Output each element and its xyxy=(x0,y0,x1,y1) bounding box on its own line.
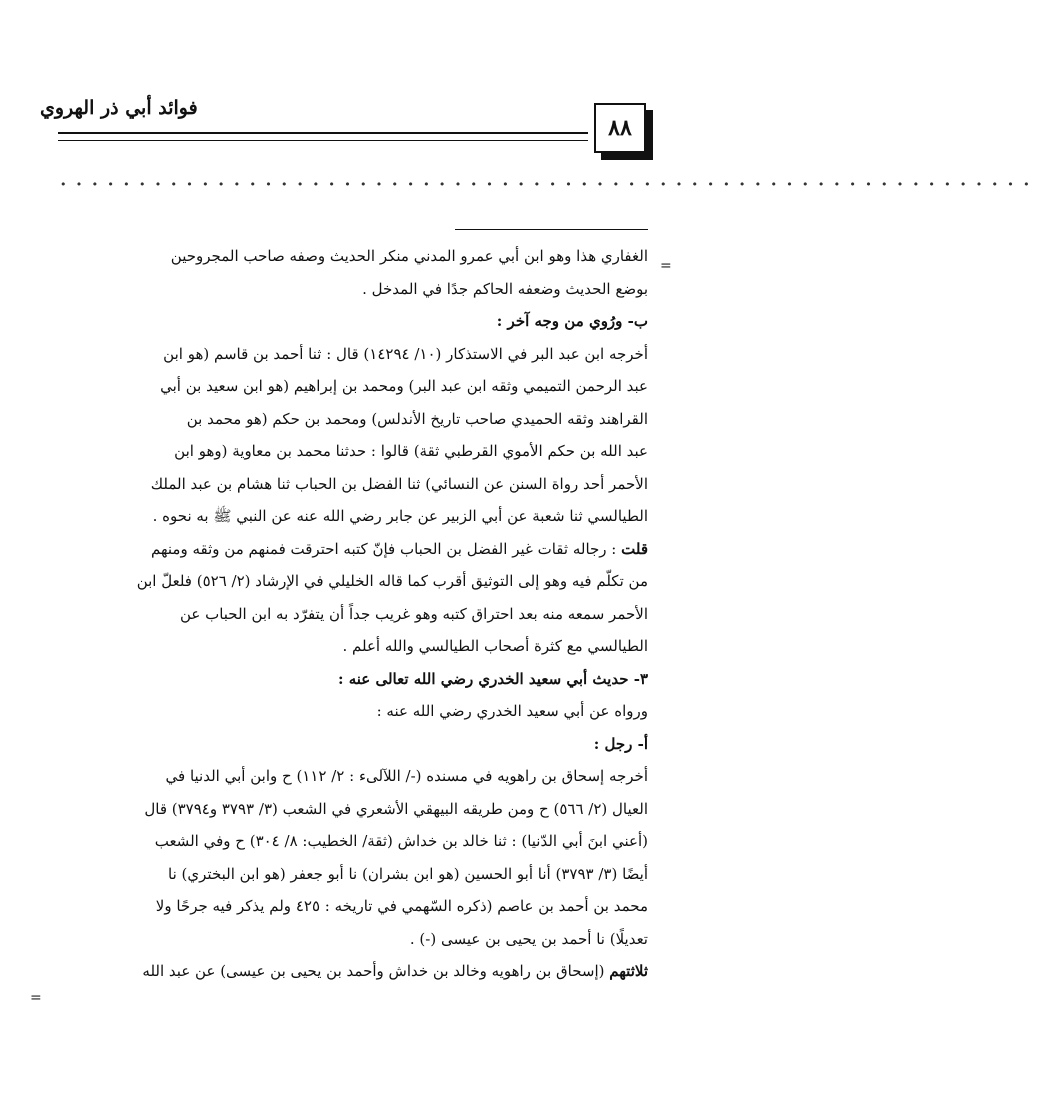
text-line: أخرجه ابن عبد البر في الاستذكار (١٠/ ١٤٢٩٤) قال : ثنا أحمد بن قاسم (هو ابن xyxy=(163,344,648,363)
note-text: : رجاله ثقات غير الفضل بن الحباب فإنّ كتبه احترقت فمنهم من وثقه ومنهم xyxy=(150,539,622,558)
text-line: عبد الله بن حكم الأموي القرطبي ثقة) قالوا : حدثنا محمد بن معاوية (وهو ابن xyxy=(174,442,648,460)
continuation-mark-top: = xyxy=(660,258,672,274)
text-line: العيال (٢/ ٥٦٦) ح ومن طريقه البيهقي الأشعري في الشعب (٣/ ٣٧٩٣ و٣٧٩٤) قال xyxy=(144,799,648,818)
text-line: محمد بن أحمد بن عاصم (ذكره السّهمي في تاريخه : ٤٢٥ ولم يذكر فيه جرحًا ولا xyxy=(155,897,648,915)
text-line: الطيالسي ثنا شعبة عن أبي الزبير عن جابر رضي الله عنه عن النبي ﷺ به نحوه . xyxy=(152,507,648,525)
text-line: ب- ورُوي من وجه آخر : xyxy=(496,312,648,330)
continuation-mark-bottom: = xyxy=(30,990,42,1006)
text-line xyxy=(56,533,648,566)
text-line: عبد الرحمن التميمي وثقه ابن عبد البر) ومحمد بن إبراهيم (هو ابن سعيد بن أبي xyxy=(160,377,648,395)
text-line: أخرجه إسحاق بن راهويه في مسنده (-/ اللآلىء : ٢/ ١١٢) ح وابن أبي الدنيا في xyxy=(165,767,648,785)
section-heading xyxy=(56,663,648,696)
text-line: أيضًا (٣/ ٣٧٩٣) أنا أبو الحسين (هو ابن بشران) نا أبو جعفر (هو ابن البختري) نا xyxy=(168,864,648,883)
text-line xyxy=(56,955,648,988)
note-keyword: قلت xyxy=(621,539,648,558)
book-title: فوائد أبي ذر الهروي xyxy=(40,97,198,119)
text-line: الأحمر أحد رواة السنن عن النسائي) ثنا الفضل بن الحباب ثنا هشام بن عبد الملك xyxy=(150,474,648,493)
text-line: أ- رجل : xyxy=(593,734,648,753)
page-number: ٨٨ xyxy=(594,103,646,153)
note-keyword: ثلاثتهم xyxy=(609,962,648,980)
footnote-rule xyxy=(455,229,648,230)
text-line: ورواه عن أبي سعيد الخدري رضي الله عنه : xyxy=(376,702,648,720)
text-line: بوضع الحديث وضعفه الحاكم جدًا في المدخل . xyxy=(362,279,648,298)
text-line: تعديلًا) نا أحمد بن يحيى بن عيسى (-) . xyxy=(409,929,648,948)
text-line: الأحمر سمعه منه بعد احتراق كتبه وهو غريب جداً أن يتفرّد به ابن الحباب عن xyxy=(179,604,648,623)
header-rule xyxy=(58,132,588,141)
text-line: القراهند وثقه الحميدي صاحب تاريخ الأندلس) ومحمد بن حكم (هو محمد بن xyxy=(186,409,648,428)
body-text xyxy=(56,240,648,988)
text-line: (أعني ابنَ أبي الدّنيا) : ثنا خالد بن خداش (ثقة/ الخطيب: ٨/ ٣٠٤) ح وفي الشعب xyxy=(154,832,648,850)
section-heading-text: ٣- حديث أبي سعيد الخدري رضي الله تعالى عنه : xyxy=(337,669,648,688)
text-line: الغفاري هذا وهو ابن أبي عمرو المدني منكر الحديث وصفه صاحب المجروحين xyxy=(170,247,648,265)
dotted-separator: •••••••••••••••••••••••••••••••••••••••••••••••••••••••••••••• xyxy=(60,178,1039,191)
text-line: من تكلّم فيه وهو إلى التوثيق أقرب كما قاله الخليلي في الإرشاد (٢/ ٥٢٦) فلعلّ ابن xyxy=(136,572,648,590)
note-text: (إسحاق بن راهويه وخالد بن خداش وأحمد بن يحيى بن عيسى) عن عبد الله xyxy=(142,962,610,980)
text-line: الطيالسي مع كثرة أصحاب الطيالسي والله أعلم . xyxy=(342,637,648,655)
